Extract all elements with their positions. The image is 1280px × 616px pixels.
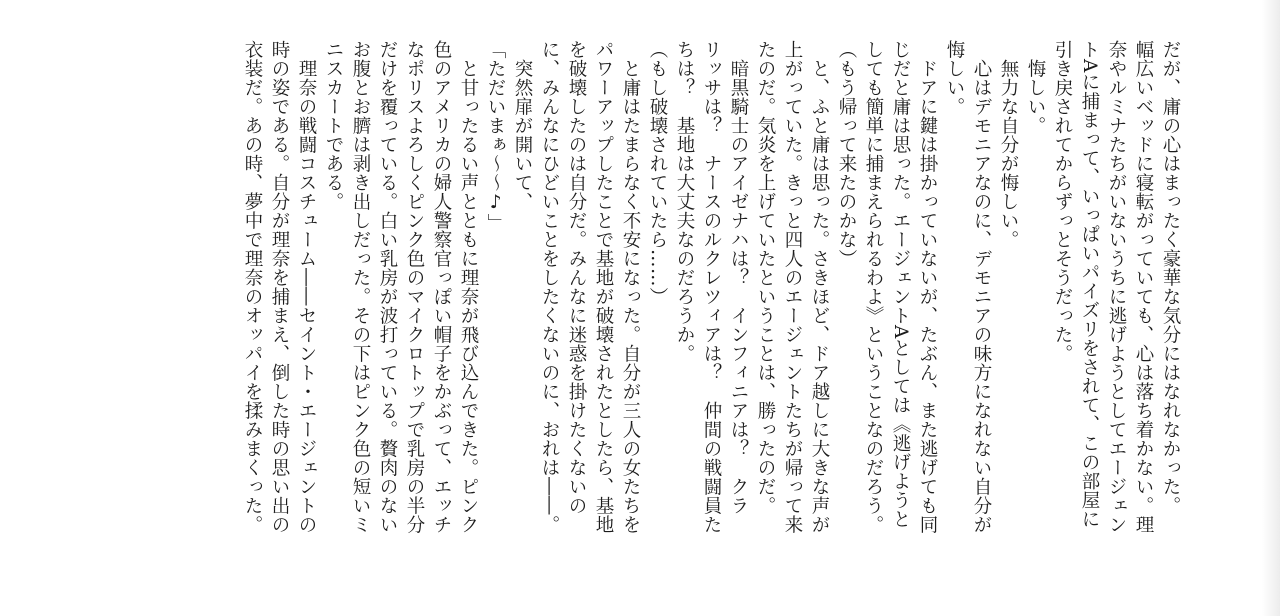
text-line: 突然扉が開いて、 bbox=[512, 40, 533, 211]
text-line: ニスカートである。 bbox=[323, 40, 344, 211]
text-line: たのだ。気炎を上げていたということは、勝ったのだ。 bbox=[755, 40, 776, 515]
text-line: 上がっていた。きっと四人のエージェントたちが帰って来 bbox=[782, 40, 803, 534]
text-line: 悔しい。 bbox=[944, 40, 965, 116]
text-line: お腹とお臍は剥き出しだった。その下はピンク色の短いミ bbox=[350, 40, 371, 534]
text-line: （もし破壊されていたら……） bbox=[647, 40, 668, 306]
text-line: 引き戻されてからずっとそうだった。 bbox=[1052, 40, 1073, 363]
text-line: 衣装だ。あの時、夢中で理奈のオッパイを揉みまくった。 bbox=[242, 40, 263, 534]
text-line: 暗黒騎士のアイゼナハは？ インフィニアは？ クラ bbox=[728, 40, 749, 515]
text-line: と、ふと庸は思った。さきほど、ドア越しに大きな声が bbox=[809, 40, 830, 534]
text-line: 「ただいまぁ～～♪」 bbox=[485, 40, 506, 233]
text-line: を破壊したのは自分だ。みんなに迷惑を掛けたくないの bbox=[566, 40, 587, 515]
text-line: と甘ったるい声とともに理奈が飛び込んできた。ピンク bbox=[458, 40, 479, 534]
text-line: 理奈の戦闘コスチューム――セイント・エージェントの bbox=[296, 40, 317, 534]
vertical-text-block bbox=[239, 40, 1184, 588]
text-line: に、みんなにひどいことをしたくないのに、おれは――。 bbox=[539, 40, 560, 534]
text-line: ちは？ 基地は大丈夫なのだろうか。 bbox=[674, 40, 695, 363]
text-line: なポリスよろしくピンク色のマイクロトップで乳房の半分 bbox=[404, 40, 425, 534]
text-line: （もう帰って来たのかな） bbox=[836, 40, 857, 268]
text-line: だが、庸の心はまったく豪華な気分にはなれなかった。 bbox=[1160, 40, 1181, 515]
text-line: 悔しい。 bbox=[1025, 40, 1046, 135]
text-line: 無力な自分が悔しい。 bbox=[998, 40, 1019, 249]
text-line: パワーアップしたことで基地が破壊されたとしたら、基地 bbox=[593, 40, 614, 534]
text-line: 色のアメリカの婦人警察官っぽい帽子をかぶって、エッチ bbox=[431, 40, 452, 534]
text-line: しても簡単に捕まえられるわよ》ということなのだろう。 bbox=[863, 40, 884, 534]
text-line: トAに捕まって、いっぱいパイズリをされて、この部屋に bbox=[1079, 40, 1100, 529]
text-line: 時の姿である。自分が理奈を捕まえ、倒した時の思い出の bbox=[269, 40, 290, 534]
text-line: だけを覆っている。白い乳房が波打っている。贅肉のない bbox=[377, 40, 398, 534]
text-line: 奈やルミナたちがいないうちに逃げようとしてエージェン bbox=[1106, 40, 1127, 534]
page-edge-shadow bbox=[1262, 0, 1280, 616]
text-line: 幅広いベッドに寝転がっていても、心は落ち着かない。理 bbox=[1133, 40, 1154, 534]
text-line: 心はデモニアなのに、デモニアの味方になれない自分が bbox=[971, 40, 992, 534]
text-line: と庸はたまらなく不安になった。自分が三人の女たちを bbox=[620, 40, 641, 534]
text-line: リッサは？ ナースのルクレツィアは？ 仲間の戦闘員た bbox=[701, 40, 722, 534]
text-line: ドアに鍵は掛かっていないが、たぶん、また逃げても同 bbox=[917, 40, 938, 534]
text-line: じだと庸は思った。エージェントAとしては《逃げようと bbox=[890, 40, 911, 529]
